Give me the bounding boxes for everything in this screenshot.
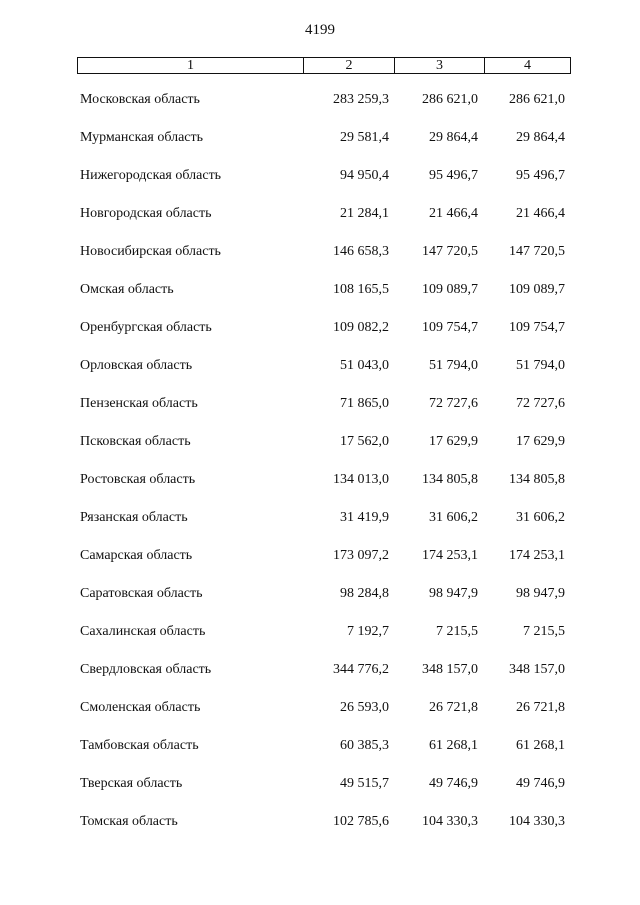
value-col-3: 31 606,2 xyxy=(429,510,478,525)
region-name: Свердловская область xyxy=(80,662,212,677)
table-row xyxy=(0,393,640,431)
region-name: Новосибирская область xyxy=(80,244,221,259)
value-col-4: 104 330,3 xyxy=(509,814,565,829)
table-row xyxy=(0,165,640,203)
value-col-3: 61 268,1 xyxy=(429,738,478,753)
region-name: Саратовская область xyxy=(80,586,203,601)
value-col-2: 108 165,5 xyxy=(333,282,389,297)
region-name: Псковская область xyxy=(80,434,191,449)
region-name: Тамбовская область xyxy=(80,738,199,753)
value-col-4: 348 157,0 xyxy=(509,662,565,677)
value-col-4: 29 864,4 xyxy=(516,130,565,145)
value-col-4: 21 466,4 xyxy=(516,206,565,221)
value-col-4: 174 253,1 xyxy=(509,548,565,563)
table-row xyxy=(0,127,640,165)
value-col-2: 26 593,0 xyxy=(340,700,389,715)
table-row xyxy=(0,469,640,507)
value-col-4: 49 746,9 xyxy=(516,776,565,791)
value-col-2: 29 581,4 xyxy=(340,130,389,145)
region-name: Орловская область xyxy=(80,358,193,373)
value-col-4: 17 629,9 xyxy=(516,434,565,449)
region-name: Самарская область xyxy=(80,548,193,563)
value-col-3: 51 794,0 xyxy=(429,358,478,373)
table-row xyxy=(0,507,640,545)
region-name: Тверская область xyxy=(80,776,183,791)
table-row xyxy=(0,203,640,241)
value-col-3: 17 629,9 xyxy=(429,434,478,449)
value-col-2: 31 419,9 xyxy=(340,510,389,525)
table-row xyxy=(0,621,640,659)
region-name: Омская область xyxy=(80,282,174,297)
table-row xyxy=(0,355,640,393)
table-row xyxy=(0,545,640,583)
value-col-2: 51 043,0 xyxy=(340,358,389,373)
region-name: Томская область xyxy=(80,814,178,829)
value-col-3: 7 215,5 xyxy=(436,624,478,639)
table-row xyxy=(0,735,640,773)
table-row xyxy=(0,279,640,317)
table-row xyxy=(0,583,640,621)
value-col-3: 134 805,8 xyxy=(422,472,478,487)
value-col-4: 7 215,5 xyxy=(523,624,565,639)
header-col-3: 3 xyxy=(395,58,485,73)
value-col-2: 344 776,2 xyxy=(333,662,389,677)
value-col-4: 51 794,0 xyxy=(516,358,565,373)
value-col-4: 147 720,5 xyxy=(509,244,565,259)
region-name: Смоленская область xyxy=(80,700,201,715)
header-col-2: 2 xyxy=(304,58,395,73)
value-col-3: 109 754,7 xyxy=(422,320,478,335)
value-col-3: 286 621,0 xyxy=(422,92,478,107)
value-col-4: 134 805,8 xyxy=(509,472,565,487)
value-col-4: 286 621,0 xyxy=(509,92,565,107)
table-row xyxy=(0,89,640,127)
table-row xyxy=(0,697,640,735)
value-col-4: 26 721,8 xyxy=(516,700,565,715)
value-col-2: 60 385,3 xyxy=(340,738,389,753)
table-row xyxy=(0,773,640,811)
value-col-2: 283 259,3 xyxy=(333,92,389,107)
value-col-3: 95 496,7 xyxy=(429,168,478,183)
table-row xyxy=(0,317,640,355)
value-col-4: 109 089,7 xyxy=(509,282,565,297)
table-body xyxy=(0,89,640,849)
value-col-2: 71 865,0 xyxy=(340,396,389,411)
value-col-2: 17 562,0 xyxy=(340,434,389,449)
value-col-3: 98 947,9 xyxy=(429,586,478,601)
value-col-3: 348 157,0 xyxy=(422,662,478,677)
table-row xyxy=(0,811,640,849)
header-col-1: 1 xyxy=(78,58,304,73)
value-col-3: 29 864,4 xyxy=(429,130,478,145)
value-col-3: 49 746,9 xyxy=(429,776,478,791)
region-name: Ростовская область xyxy=(80,472,196,487)
value-col-2: 7 192,7 xyxy=(347,624,389,639)
value-col-3: 21 466,4 xyxy=(429,206,478,221)
table-row xyxy=(0,241,640,279)
value-col-2: 21 284,1 xyxy=(340,206,389,221)
region-name: Новгородская область xyxy=(80,206,212,221)
value-col-2: 109 082,2 xyxy=(333,320,389,335)
value-col-2: 98 284,8 xyxy=(340,586,389,601)
table-header xyxy=(77,57,571,74)
region-name: Пензенская область xyxy=(80,396,198,411)
value-col-2: 49 515,7 xyxy=(340,776,389,791)
value-col-3: 26 721,8 xyxy=(429,700,478,715)
value-col-4: 95 496,7 xyxy=(516,168,565,183)
value-col-2: 134 013,0 xyxy=(333,472,389,487)
page-number: 4199 xyxy=(305,22,335,38)
value-col-3: 174 253,1 xyxy=(422,548,478,563)
value-col-2: 146 658,3 xyxy=(333,244,389,259)
value-col-3: 147 720,5 xyxy=(422,244,478,259)
table-row xyxy=(0,659,640,697)
value-col-4: 98 947,9 xyxy=(516,586,565,601)
value-col-4: 31 606,2 xyxy=(516,510,565,525)
value-col-2: 173 097,2 xyxy=(333,548,389,563)
table-row xyxy=(0,431,640,469)
value-col-2: 94 950,4 xyxy=(340,168,389,183)
value-col-3: 104 330,3 xyxy=(422,814,478,829)
region-name: Мурманская область xyxy=(80,130,204,145)
region-name: Нижегородская область xyxy=(80,168,222,183)
region-name: Московская область xyxy=(80,92,200,107)
header-col-4: 4 xyxy=(524,58,531,73)
region-name: Рязанская область xyxy=(80,510,188,525)
region-name: Оренбургская область xyxy=(80,320,212,335)
value-col-4: 72 727,6 xyxy=(516,396,565,411)
value-col-4: 109 754,7 xyxy=(509,320,565,335)
value-col-2: 102 785,6 xyxy=(333,814,389,829)
region-name: Сахалинская область xyxy=(80,624,206,639)
value-col-4: 61 268,1 xyxy=(516,738,565,753)
value-col-3: 109 089,7 xyxy=(422,282,478,297)
value-col-3: 72 727,6 xyxy=(429,396,478,411)
